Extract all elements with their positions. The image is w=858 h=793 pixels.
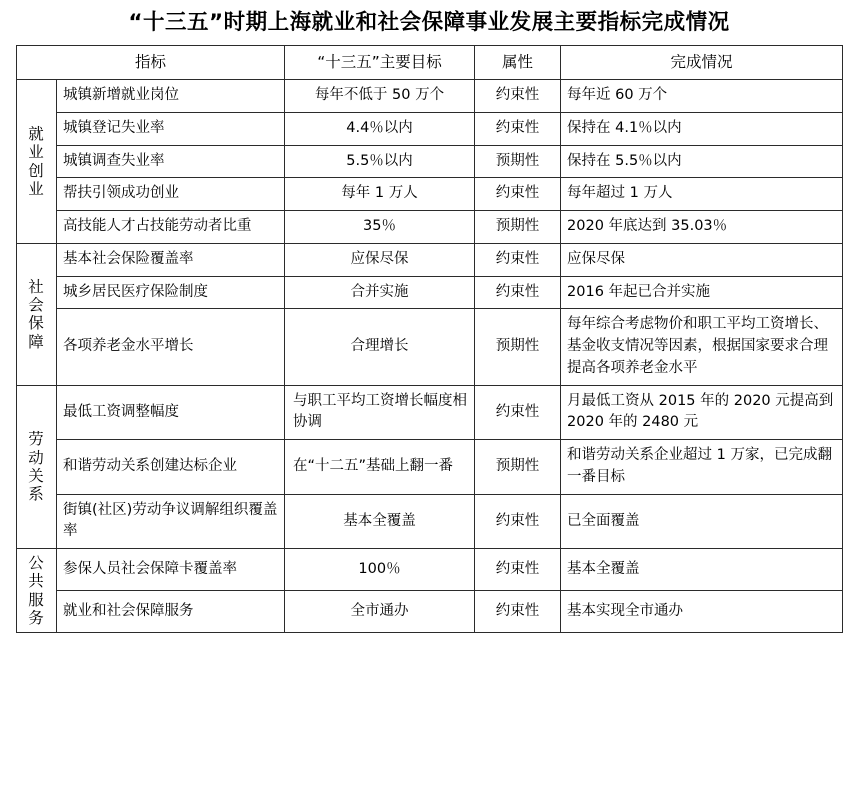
indicator-name: 各项养老金水平增长: [57, 309, 285, 385]
column-header-attribute: 属性: [475, 45, 561, 79]
indicator-result: 月最低工资从 2015 年的 2020 元提高到 2020 年的 2480 元: [561, 385, 843, 440]
indicator-result: 应保尽保: [561, 243, 843, 276]
table-row: [17, 440, 843, 495]
indicator-name: 街镇(社区)劳动争议调解组织覆盖率: [57, 494, 285, 549]
indicator-target: 全市通办: [285, 591, 475, 633]
indicator-result: 每年综合考虑物价和职工平均工资增长、基金收支情况等因素，根据国家要求合理提高各项养老金水平: [561, 309, 843, 385]
indicator-target: 应保尽保: [285, 243, 475, 276]
group-label-public-service: 公共服务: [17, 549, 57, 633]
table-row: [17, 276, 843, 309]
indicator-target: 与职工平均工资增长幅度相协调: [285, 385, 475, 440]
indicator-name: 城乡居民医疗保险制度: [57, 276, 285, 309]
table-body: [17, 80, 843, 633]
indicator-attribute: 约束性: [475, 178, 561, 211]
indicator-attribute: 预期性: [475, 211, 561, 244]
indicator-attribute: 约束性: [475, 243, 561, 276]
indicator-attribute: 约束性: [475, 549, 561, 591]
indicator-name: 帮扶引领成功创业: [57, 178, 285, 211]
indicator-name: 最低工资调整幅度: [57, 385, 285, 440]
indicator-result: 2016 年起已合并实施: [561, 276, 843, 309]
indicator-attribute: 预期性: [475, 145, 561, 178]
indicator-attribute: 预期性: [475, 440, 561, 495]
indicator-target: 合并实施: [285, 276, 475, 309]
indicator-name: 就业和社会保障服务: [57, 591, 285, 633]
indicator-result: 已全面覆盖: [561, 494, 843, 549]
table-header-row: [17, 45, 843, 79]
page-title: “十三五”时期上海就业和社会保障事业发展主要指标完成情况: [128, 10, 730, 35]
indicator-result: 每年近 60 万个: [561, 80, 843, 113]
indicator-result: 2020 年底达到 35.03％: [561, 211, 843, 244]
group-label-employment: 就业创业: [17, 80, 57, 244]
table-row: [17, 549, 843, 591]
indicators-table: [16, 45, 843, 633]
indicator-name: 城镇新增就业岗位: [57, 80, 285, 113]
table-row: [17, 178, 843, 211]
indicator-target: 35％: [285, 211, 475, 244]
column-header-target: “十三五”主要目标: [285, 45, 475, 79]
indicator-result: 和谐劳动关系企业超过 1 万家，已完成翻一番目标: [561, 440, 843, 495]
table-row: [17, 145, 843, 178]
indicator-target: 5.5％以内: [285, 145, 475, 178]
table-row: [17, 112, 843, 145]
indicator-name: 城镇调查失业率: [57, 145, 285, 178]
indicator-target: 100％: [285, 549, 475, 591]
indicator-target: 合理增长: [285, 309, 475, 385]
indicator-name: 基本社会保险覆盖率: [57, 243, 285, 276]
indicator-result: 保持在 5.5％以内: [561, 145, 843, 178]
table-row: [17, 494, 843, 549]
table-row: [17, 211, 843, 244]
indicator-attribute: 约束性: [475, 385, 561, 440]
table-header: [17, 45, 843, 79]
indicator-target: 4.4％以内: [285, 112, 475, 145]
indicator-attribute: 约束性: [475, 80, 561, 113]
indicator-target: 每年 1 万人: [285, 178, 475, 211]
indicator-target: 每年不低于 50 万个: [285, 80, 475, 113]
indicator-result: 基本实现全市通办: [561, 591, 843, 633]
indicator-attribute: 约束性: [475, 494, 561, 549]
indicator-attribute: 约束性: [475, 591, 561, 633]
indicator-attribute: 预期性: [475, 309, 561, 385]
indicator-target: 基本全覆盖: [285, 494, 475, 549]
indicator-attribute: 约束性: [475, 112, 561, 145]
indicator-result: 保持在 4.1％以内: [561, 112, 843, 145]
indicator-target: 在“十二五”基础上翻一番: [285, 440, 475, 495]
indicator-name: 参保人员社会保障卡覆盖率: [57, 549, 285, 591]
indicator-result: 每年超过 1 万人: [561, 178, 843, 211]
table-row: [17, 243, 843, 276]
table-row: [17, 385, 843, 440]
column-header-result: 完成情况: [561, 45, 843, 79]
table-row: [17, 80, 843, 113]
table-row: [17, 591, 843, 633]
column-header-index: 指标: [17, 45, 285, 79]
indicator-attribute: 约束性: [475, 276, 561, 309]
indicator-result: 基本全覆盖: [561, 549, 843, 591]
indicator-name: 城镇登记失业率: [57, 112, 285, 145]
table-row: [17, 309, 843, 385]
indicator-name: 和谐劳动关系创建达标企业: [57, 440, 285, 495]
group-label-labor-relations: 劳动关系: [17, 385, 57, 549]
indicator-name: 高技能人才占技能劳动者比重: [57, 211, 285, 244]
group-label-social-security: 社会保障: [17, 243, 57, 385]
